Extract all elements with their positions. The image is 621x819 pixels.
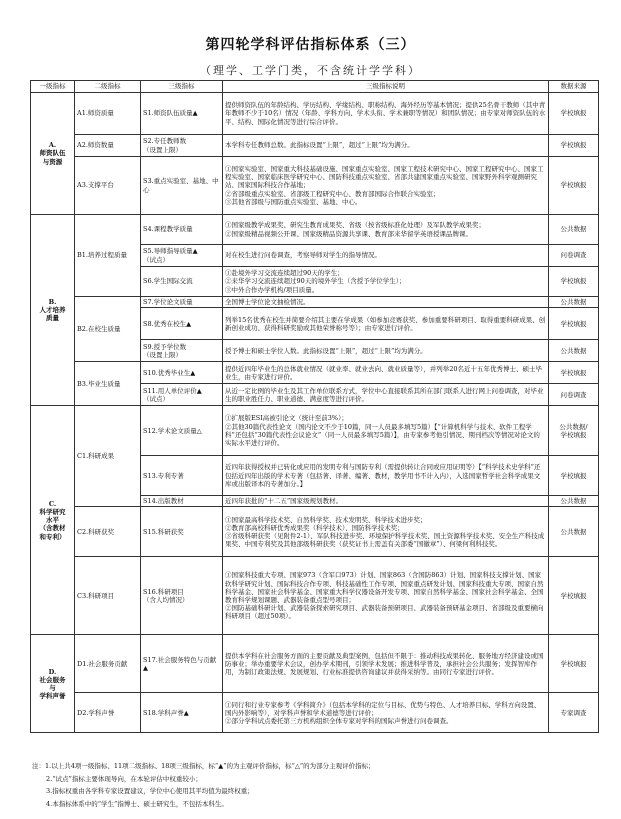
source-cell: 公共数据	[549, 340, 599, 362]
level2-a3: A3.支撑平台	[75, 157, 141, 215]
description-cell: 近四年获得授权并已转化或应用的发明专利与国防专利（需提供转让合同或应用证明等）【“科学技术史学科”还包括近四年出版的学术专著（包括著、译著、编著、教材，教学用书不计入内），入选国家哲学社会科学成果文库或出版译本的专著加分。】	[223, 456, 549, 496]
level3-cell: S7.学位论文质量	[141, 297, 223, 308]
level3-cell: S11.用人单位评价▲ （试点）	[141, 384, 223, 406]
table-row	[31, 297, 599, 308]
footnote-item: 4.本指标体系中的“学生”指博士、硕士研究生，不包括本科生。	[46, 799, 228, 808]
table-row	[31, 215, 599, 245]
level3-cell: S2.专任教师数 （设置上限）	[141, 135, 223, 157]
source-cell: 公共数据	[549, 507, 599, 557]
description-cell: ①赴境外学习交流连续超过90天的学生； ②来华学习交流连续超过90天的境外学生（含授予学位学生）； ③中外合作办学机构/项目质量。	[223, 267, 549, 297]
table-row	[31, 406, 599, 456]
indicator-table	[30, 80, 599, 733]
description-cell: 本学科专任教师总数。此指标设置“上限”，超过“上限”均为满分。	[223, 135, 549, 157]
source-cell: 学校填报	[549, 157, 599, 215]
level3-cell: S18.学科声誉▲	[141, 693, 223, 733]
level1-c: C. 科学研究 水平 （含教材 和专利）	[31, 406, 75, 635]
source-cell: 公共数据/ 学校填报	[549, 406, 599, 456]
description-cell: ①国家实验室、国家重大科技基础设施、国家重点实验室、国家工程技术研究中心、国家工程研究中心、国家工程实验室、国家临床医学研究中心、国防科技重点实验室、省部共建国家重点实验室、国家野外科学观测研究站、国家国际科技合作基地； ②省部级重点实验室、省部级工程研究中心、教育部国际合作联合实验室； ③其他省部级与国防重点实验室、基地、中心。	[223, 157, 549, 215]
source-cell: 学校填报	[549, 362, 599, 384]
level3-cell: S12.学术论文质量△	[141, 406, 223, 456]
level3-cell: S8.优秀在校生▲	[141, 308, 223, 340]
source-cell: 学校填报	[549, 557, 599, 635]
source-cell: 学校填报	[549, 456, 599, 496]
source-cell: 学校填报	[549, 267, 599, 297]
source-cell: 公共数据	[549, 496, 599, 507]
level3-cell: S14.出版教材	[141, 496, 223, 507]
level2-d1: D1.社会服务贡献	[75, 635, 141, 693]
footnote-item: 注：1.以上共4项一级指标、11项二级指标、18项三级指标，标“▲”的为主观评价指标，标“△”的为部分主观评价指标；	[32, 762, 375, 770]
description-cell: 全国博士学位论文抽检情况。	[223, 297, 549, 308]
level1-d: D. 社会服务 与 学科声誉	[31, 635, 75, 733]
level3-cell: S17.社会服务特色与贡献▲	[141, 635, 223, 693]
level2-d2: D2.学科声誉	[75, 693, 141, 733]
description-cell: ①国家最高科学技术奖、自然科学奖、技术发明奖、科学技术进步奖； ②教育部高校科研优秀成果奖（科学技术）、国防科学技术奖； ③省级科研获奖（见附件2-1）、军队科技进步奖、环境保护科学技术奖、国土资源科学技术奖、安全生产科技成果奖、中国专利奖及其他部级科研获奖（获奖证书上需盖有关部委“国徽章”）、何梁何利科技奖。	[223, 507, 549, 557]
description-cell: ①国家级教学成果奖、研究生教育成果奖、省级（按省级标准化处理）及军队教学成果奖； ②国家级精品视频公开课、国家级精品资源共享课、教育部来华留学英语授课品牌课。	[223, 215, 549, 245]
header-level3: 三级指标	[141, 81, 223, 93]
description-cell: ①扩展版ESI高被引论文（统计至前3%）； ②其他30篇代表性论文（国内论文不少于10篇，同一人员最多填写5篇）【“计算机科学与技术、软件工程学科”还包括“30篇代表性会议论文”（同一人员最多填写5篇）】，由专家参考他引情况、期刊档次等情况对论文的实际水平进行评价。	[223, 406, 549, 456]
description-cell: 提供本学科在社会服务方面的主要贡献及典型案例，包括但不限于：推动科技成果转化、服务地方经济建设或国防事业；举办重要学术会议，创办学术期刊，引领学术发展；推进科学普及，承担社会公共服务；发挥智库作用，为制订政策法规、发展规划、行业标准提供咨询建议并获得采纳等。由同行专家进行评价。	[223, 635, 549, 693]
footnote-item: 3.指标权重由各学科专家设置建议，学位中心使用其平均值为最终权重；	[46, 787, 254, 795]
footnote-item: 2.“试点”指标主要体现导向，在本轮评估中权重较小；	[46, 774, 202, 783]
source-cell: 专家调查	[549, 693, 599, 733]
level2-a2: A2.师资数量	[75, 135, 141, 157]
level2-a1: A1.师资质量	[75, 93, 141, 135]
table-header-row	[31, 81, 599, 93]
table-row	[31, 362, 599, 384]
table-row	[31, 507, 599, 557]
level2-c1: C1.科研成果	[75, 406, 141, 507]
header-level1: 一级指标	[31, 81, 75, 93]
page-title: 第四轮学科评估指标体系（三）	[205, 37, 416, 53]
level2-c2: C2.科研获奖	[75, 507, 141, 557]
description-cell: ①同行和行业专家参考《学科简介》（包括本学科的定位与目标、优势与特色、人才培养目标、学科方向设置、国内外影响等），对学科声誉和学术道德等进行评价； ②部分学科试点委托第三方机构组织全体专家对学科的国际声誉进行问卷调查。	[223, 693, 549, 733]
level3-cell: S6.学生国际交流	[141, 267, 223, 297]
header-description: 三级指标说明	[223, 81, 549, 93]
table-row	[31, 157, 599, 215]
level3-cell: S3.重点实验室、基地、中心	[141, 157, 223, 215]
table-row	[31, 135, 599, 157]
level3-cell: S5.导师指导质量▲ （试点）	[141, 245, 223, 267]
level3-cell: S16.科研项目 （含人均情况）	[141, 557, 223, 635]
description-cell: 提供近四年毕业生的总体就业情况（就业率、就业去向、就业质量等），并列举20名近十五年优秀博士、硕士毕业生，由专家进行评价。	[223, 362, 549, 384]
source-cell: 学校填报	[549, 308, 599, 340]
level3-cell: S15.科研获奖	[141, 507, 223, 557]
level3-cell: S4.课程教学质量	[141, 215, 223, 245]
table-row	[31, 635, 599, 693]
header-source: 数据来源	[549, 81, 599, 93]
source-cell: 公共数据	[549, 215, 599, 245]
source-cell: 学校填报	[549, 635, 599, 693]
page-subtitle: （理学、工学门类，不含统计学学科）	[200, 64, 421, 77]
level2-b1: B1.培养过程质量	[75, 215, 141, 297]
source-cell: 学校填报	[549, 93, 599, 135]
description-cell: 近四年获批的“十二五”国家级规划教材。	[223, 496, 549, 507]
level2-b2: B2.在校生质量	[75, 297, 141, 362]
level3-cell: S10.优秀毕业生▲	[141, 362, 223, 384]
table-row	[31, 693, 599, 733]
description-cell: 从近一定比例的毕业生及其工作单位联系方式，学位中心直接联系其所在部门联系人进行网上问卷调查，对毕业生的职业胜任力、职业道德、满意度等进行评价。	[223, 384, 549, 406]
description-cell: 列举15名优秀在校生并简要介绍其主要在学成果（如参加竞赛获奖、参加重要科研项目、取得重要科研成果、创新创业成功、获得科研奖励或其他荣誉称号等）；由专家进行评价。	[223, 308, 549, 340]
source-cell: 问卷调查	[549, 384, 599, 406]
footnotes	[32, 760, 592, 810]
source-cell: 问卷调查	[549, 245, 599, 267]
level2-c3: C3.科研项目	[75, 557, 141, 635]
level3-cell: S9.授予学位数 （设置上限）	[141, 340, 223, 362]
source-cell: 公共数据	[549, 297, 599, 308]
level1-a: A. 师资队伍 与资源	[31, 93, 75, 215]
description-cell: 提供师资队伍的年龄结构、学历结构、学缘结构、职称结构、海外经历等基本情况；提供25名骨干教师（其中青年教师不少于10名）情况（年龄、学科方向、学术头衔、学术兼职等情况）和团队情况；由专家对师资队伍的水平、结构、国际化情况等进行综合评价。	[223, 93, 549, 135]
description-cell: ①国家科技重大专项、国家973（含军口973）计划、国家863（含国防863）计划、国家科技支撑计划、国家软科学研究计划、国际科技合作专项、科技基础性工作专项、国家重点研发计划、国家科技重大专项、国家自然科学基金、国家社会科学基金、国家重大科学仪器设备开发专项、国家自然科学基金、国家社会科学基金、全国教育科学规划课题、武器装备重点型号项目； ②国防基础科研计划、武器装备探索研究项目、武器装备预研项目、武器装备预研基金项目、省部级及重要横向科研项目（超过50项）。	[223, 557, 549, 635]
description-cell: 授予博士和硕士学位人数。此指标设置“上限”，超过“上限”均为满分。	[223, 340, 549, 362]
description-cell: 对在校生进行问卷调查，考察导师对学生的指导情况。	[223, 245, 549, 267]
header-level2: 二级指标	[75, 81, 141, 93]
table-row	[31, 93, 599, 135]
table-row	[31, 557, 599, 635]
source-cell: 学校填报	[549, 135, 599, 157]
level2-b3: B3.毕业生质量	[75, 362, 141, 406]
level3-cell: S13.专利专著	[141, 456, 223, 496]
level1-b: B. 人才培养 质量	[31, 215, 75, 406]
level3-cell: S1.师资队伍质量▲	[141, 93, 223, 135]
